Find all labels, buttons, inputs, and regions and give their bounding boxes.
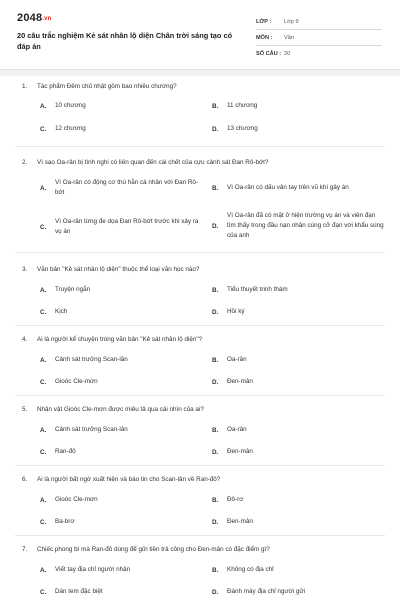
option-text: Đánh máy địa chỉ người gửi — [227, 588, 306, 595]
question-number: 3. — [22, 266, 28, 273]
option-text: Cảnh sát trưởng Scan-lân — [55, 356, 128, 363]
option-letter: C. — [40, 223, 47, 231]
answer-option[interactable] — [212, 374, 382, 390]
option-letter: C. — [40, 378, 47, 386]
answer-option[interactable] — [40, 121, 190, 137]
question-divider — [15, 535, 385, 536]
option-letter: D. — [212, 222, 219, 230]
option-text: Viết tay địa chỉ người nhận — [55, 566, 131, 573]
option-letter: A. — [40, 566, 47, 574]
option-letter: D. — [212, 125, 219, 133]
option-text: 10 chương — [55, 102, 86, 109]
meta-row-subject — [256, 30, 382, 46]
answer-option[interactable] — [212, 422, 382, 438]
option-text: Oa-rân — [227, 426, 247, 433]
option-letter: A. — [40, 496, 47, 504]
question-text: Ai là người kể chuyện trong văn bản "Kẻ sát nhân lộ diện"? — [37, 336, 203, 343]
question-text: Ai là người bất ngờ xuất hiện và báo tin cho Scan-lân về Ran-đô? — [37, 476, 221, 483]
question-text: Vì sao Oa-rân bị tình nghi có liên quan đến cái chết của cựu cảnh sát Đan Rô-bớt? — [37, 159, 269, 166]
option-letter: B. — [212, 286, 219, 294]
answer-option[interactable] — [212, 176, 384, 200]
option-text: Cảnh sát trưởng Scan-lân — [55, 426, 128, 433]
option-letter: B. — [212, 356, 219, 364]
question-divider — [15, 465, 385, 466]
question-list — [0, 76, 400, 603]
answer-option[interactable] — [212, 562, 382, 578]
option-text: Truyện ngắn — [55, 286, 91, 293]
question-text: Tác phẩm Đêm chủ nhật gồm bao nhiêu chương? — [37, 83, 177, 90]
option-text: Tiểu thuyết trinh thám — [227, 286, 288, 293]
meta-value: Văn — [284, 34, 294, 41]
answer-option[interactable] — [212, 98, 382, 114]
option-text: Không có địa chỉ — [227, 566, 274, 573]
logo-main: 2048 — [17, 12, 43, 24]
answer-option[interactable] — [212, 514, 382, 530]
answer-option[interactable] — [40, 584, 190, 600]
answer-option[interactable] — [40, 422, 190, 438]
meta-value: Lớp 9 — [284, 18, 299, 25]
question-item — [0, 399, 400, 469]
option-text: Ran-đô — [55, 448, 76, 455]
meta-value: 20 — [284, 50, 291, 57]
option-text: Gioóc Cle-mơn — [55, 496, 98, 503]
question-number: 6. — [22, 476, 28, 483]
answer-option[interactable] — [40, 562, 190, 578]
page-title: 20 câu trắc nghiệm Kẻ sát nhân lộ diện Chân trời sáng tạo có đáp án — [17, 31, 233, 51]
option-text: Vì Oa-rân có dấu vân tay trên vũ khí gây án — [227, 184, 349, 191]
answer-option[interactable] — [40, 492, 190, 508]
option-letter: C. — [40, 308, 47, 316]
answer-option[interactable] — [40, 282, 190, 298]
option-letter: C. — [40, 588, 47, 596]
option-text: Đô-rơ — [227, 496, 244, 503]
question-number: 4. — [22, 336, 28, 343]
option-text: Đen-mân — [227, 378, 253, 385]
option-text: Dán tem đặc biệt — [55, 588, 103, 595]
option-text: Vì Oa-rân có động cơ thù hằn cá nhân với Đan Rô-bớt — [55, 179, 199, 196]
question-item — [0, 539, 400, 603]
question-divider — [15, 395, 385, 396]
option-letter: C. — [40, 448, 47, 456]
meta-label: MÔN : — [256, 34, 273, 41]
option-letter: A. — [40, 286, 47, 294]
meta-row-count — [256, 46, 382, 61]
answer-option[interactable] — [40, 514, 190, 530]
question-text: Văn bản "Kẻ sát nhân lộ diện" thuộc thể loại văn học nào? — [37, 266, 200, 273]
answer-option[interactable] — [40, 212, 200, 242]
answer-option[interactable] — [40, 176, 200, 200]
option-text: Vì Oa-rân từng đe dọa Đan Rô-bớt trước khi xảy ra vụ án — [55, 218, 199, 235]
option-letter: D. — [212, 308, 219, 316]
answer-option[interactable] — [40, 352, 190, 368]
answer-option[interactable] — [212, 282, 382, 298]
answer-option[interactable] — [40, 444, 190, 460]
site-logo[interactable] — [17, 12, 52, 24]
question-divider — [15, 325, 385, 326]
meta-label: LỚP : — [256, 18, 272, 25]
page-header — [0, 0, 400, 66]
answer-option[interactable] — [212, 208, 384, 244]
option-letter: D. — [212, 378, 219, 386]
option-text: Đen-mân — [227, 518, 253, 525]
answer-option[interactable] — [212, 444, 382, 460]
answer-option[interactable] — [40, 304, 190, 320]
answer-option[interactable] — [40, 98, 190, 114]
question-number: 5. — [22, 406, 28, 413]
question-item — [0, 152, 400, 259]
option-letter: D. — [212, 518, 219, 526]
option-text: Kịch — [55, 308, 68, 315]
question-text: Chiếc phong bì mà Ran-đô dùng để gửi tiền trả công cho Đen-mân có đặc điểm gì? — [37, 546, 270, 553]
option-text: 12 chương — [55, 125, 86, 132]
option-letter: A. — [40, 426, 47, 434]
option-letter: A. — [40, 184, 47, 192]
question-number: 7. — [22, 546, 28, 553]
option-letter: B. — [212, 426, 219, 434]
answer-option[interactable] — [212, 492, 382, 508]
answer-option[interactable] — [212, 584, 382, 600]
quiz-meta-table — [256, 14, 382, 61]
option-letter: B. — [212, 102, 219, 110]
option-letter: A. — [40, 102, 47, 110]
option-letter: A. — [40, 356, 47, 364]
logo-suffix: .vn — [42, 16, 52, 22]
option-text: Ba-brơ — [55, 518, 75, 525]
question-item — [0, 469, 400, 539]
question-item — [0, 329, 400, 399]
answer-option[interactable] — [40, 374, 190, 390]
question-divider — [15, 252, 385, 253]
option-text: Gioóc Cle-mơn — [55, 378, 98, 385]
question-divider — [15, 146, 385, 147]
option-letter: B. — [212, 566, 219, 574]
question-item — [0, 259, 400, 329]
option-letter: D. — [212, 448, 219, 456]
question-number: 2. — [22, 159, 28, 166]
option-text: Oa-rân — [227, 356, 247, 363]
option-letter: D. — [212, 588, 219, 596]
option-text: Hồi ký — [227, 308, 245, 315]
option-text: 13 chương — [227, 125, 258, 132]
option-text: 11 chương — [227, 102, 258, 109]
option-letter: C. — [40, 125, 47, 133]
option-letter: C. — [40, 518, 47, 526]
question-text: Nhân vật Gioóc Cle-mơn được miêu tả qua cái nhìn của ai? — [37, 406, 204, 413]
option-letter: B. — [212, 184, 219, 192]
meta-row-grade — [256, 14, 382, 30]
meta-label: SỐ CÂU : — [256, 50, 282, 57]
option-letter: B. — [212, 496, 219, 504]
question-number: 1. — [22, 83, 28, 90]
answer-option[interactable] — [212, 352, 382, 368]
answer-option[interactable] — [212, 304, 382, 320]
question-item — [0, 76, 400, 152]
option-text: Đen-mân — [227, 448, 253, 455]
option-text: Vì Oa-rân đã có mặt ở hiện trường vụ án và viên đạn tìm thấy trong đầu nạn nhân cùng cỡ đạn với khẩu súng của anh — [227, 212, 384, 239]
answer-option[interactable] — [212, 121, 382, 137]
